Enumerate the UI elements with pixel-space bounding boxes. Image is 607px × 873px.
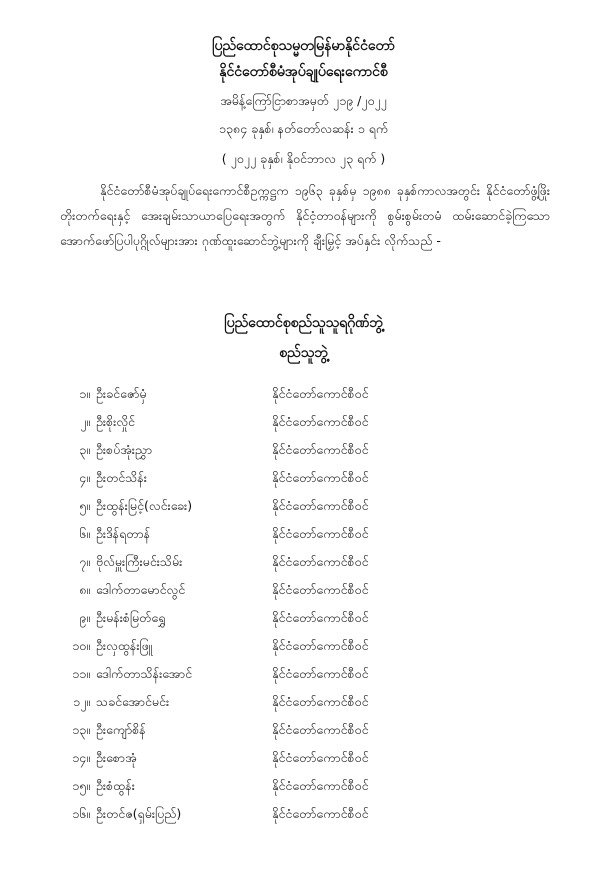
member-name: ဦးစံထွန်း [96, 778, 135, 793]
gregorian-date: ( ၂၀၂၂ ခုနှစ်၊ နိုဝင်ဘာလ ၂၃ ရက် ) [221, 151, 386, 166]
member-name: ဦးတင်ဇ(ရှမ်းပြည်) [96, 806, 182, 821]
member-role: နိုင်ငံတော်ကောင်စီဝင် [272, 806, 369, 821]
member-role: နိုင်ငံတော်ကောင်စီဝင် [272, 638, 369, 653]
list-item [0, 750, 607, 774]
member-name: ဒေါက်တာသိန်းအောင် [96, 666, 193, 681]
member-name: ဦးစောအုံ [96, 750, 137, 765]
item-number: ၈။ [79, 582, 90, 597]
member-role: နိုင်ငံတော်ကောင်စီဝင် [272, 610, 369, 625]
member-role: နိုင်ငံတော်ကောင်စီဝင် [272, 498, 369, 513]
item-number: ၆။ [79, 526, 90, 541]
member-role: နိုင်ငံတော်ကောင်စီဝင် [272, 414, 369, 429]
item-number: ၁၃။ [72, 722, 90, 737]
list-item [0, 526, 607, 550]
member-name: ဦးစပ်အုံးညွှာ [96, 442, 153, 457]
item-number: ၁။ [79, 386, 90, 401]
list-item [0, 778, 607, 802]
section-title: ပြည်ထောင်စုစည်သူသူရဂိုဏ်ဘွဲ့ [224, 315, 383, 331]
member-name: ဦးကျော်စိန် [96, 722, 146, 737]
item-number: ၁၅။ [72, 778, 90, 793]
section-subtitle: စည်သူဘွဲ့ [279, 345, 328, 361]
item-number: ၅။ [79, 498, 90, 513]
member-name: ဦးလှထွန်းဖြူ [96, 638, 153, 653]
member-name: ဦးမန်းစံမြတ်ရွှေ [96, 610, 166, 625]
item-number: ၁၁။ [72, 666, 90, 681]
list-item [0, 414, 607, 438]
member-role: နိုင်ငံတော်ကောင်စီဝင် [272, 386, 369, 401]
myanmar-date: ၁၃၈၄ ခုနှစ်၊ နတ်တော်လဆန်း ၁ ရက် [218, 121, 389, 136]
announcement-paragraph [60, 178, 550, 253]
member-name: သခင်အောင်မင်း [96, 694, 170, 709]
member-role: နိုင်ငံတော်ကောင်စီဝင် [272, 694, 369, 709]
member-name: ဒေါက်တာမောင်လွင် [96, 582, 186, 597]
member-role: နိုင်ငံတော်ကောင်စီဝင် [272, 582, 369, 597]
list-item [0, 470, 607, 494]
paragraph-text: နိုင်ငံတော်စီမံအုပ်ချုပ်ရေးကောင်စီဥက္ကဋ္ဌက ၁၉၆၃ ခုနှစ်မှ ၁၉၈၈ ခုနှစ်ကာလအတွင်း နိုင်ငံတော်ဖွံ့ဖြိုးတိုးတက်ရေးနှင့် အေးချမ်းသာယာပြေရေးအတွက် နိုင်ငံ့တာဝန်များကို စွမ်းစွမ်းတမံ ထမ်းဆောင်ခဲ့ကြသော အောက်ဖော်ပြပါပုဂ္ဂိုလ်များအား ဂုဏ်ထူးဆောင်ဘွဲ့များကို ချီးမြှင့် အပ်နှင်း လိုက်သည် - [60, 183, 550, 248]
member-name: ဗိုလ်မှူးကြီးမင်းသိမ်း [96, 554, 183, 569]
member-role: နိုင်ငံတော်ကောင်စီဝင် [272, 554, 369, 569]
list-item [0, 666, 607, 690]
item-number: ၂။ [80, 414, 90, 429]
list-item [0, 442, 607, 466]
list-item [0, 498, 607, 522]
member-name: ဦးတင်သိန်း [96, 470, 147, 485]
list-item [0, 806, 607, 830]
list-item [0, 638, 607, 662]
item-number: ၁၄။ [72, 750, 90, 765]
member-name: ဦးစိုးလှိုင် [96, 414, 135, 429]
list-item [0, 610, 607, 634]
header-council: နိုင်ငံတော်စီမံအုပ်ချုပ်ရေးကောင်စီ [219, 64, 388, 80]
item-number: ၄။ [79, 470, 90, 485]
item-number: ၃။ [79, 442, 90, 457]
header-country: ပြည်ထောင်စုသမ္မတမြန်မာနိုင်ငံတော် [212, 38, 395, 54]
member-role: နိုင်ငံတော်ကောင်စီဝင် [272, 722, 369, 737]
item-number: ၁၀။ [72, 638, 90, 653]
item-number: ၁၂။ [73, 694, 90, 709]
list-item [0, 386, 607, 410]
member-role: နိုင်ငံတော်ကောင်စီဝင် [272, 442, 369, 457]
member-role: နိုင်ငံတော်ကောင်စီဝင် [272, 526, 369, 541]
list-item [0, 554, 607, 578]
list-item [0, 722, 607, 746]
item-number: ၁၆။ [72, 806, 90, 821]
member-name: ဦးထွန်းမြင့်(လင်းခေး) [96, 498, 193, 513]
member-role: နိုင်ငံတော်ကောင်စီဝင် [272, 470, 369, 485]
member-name: ဦးခင်ဇော်မှံ [96, 386, 147, 401]
member-role: နိုင်ငံတော်ကောင်စီဝင် [272, 778, 369, 793]
list-item [0, 694, 607, 718]
member-name: ဦးဒိန်ရတာန် [96, 526, 151, 541]
member-role: နိုင်ငံတော်ကောင်စီဝင် [272, 750, 369, 765]
item-number: ၇။ [79, 554, 90, 569]
item-number: ၉။ [79, 610, 90, 625]
member-role: နိုင်ငံတော်ကောင်စီဝင် [272, 666, 369, 681]
list-item [0, 582, 607, 606]
order-number: အမိန့်ကြော်ငြာစာအမှတ် ၂၁၉ /၂၀၂၂ [220, 93, 387, 108]
